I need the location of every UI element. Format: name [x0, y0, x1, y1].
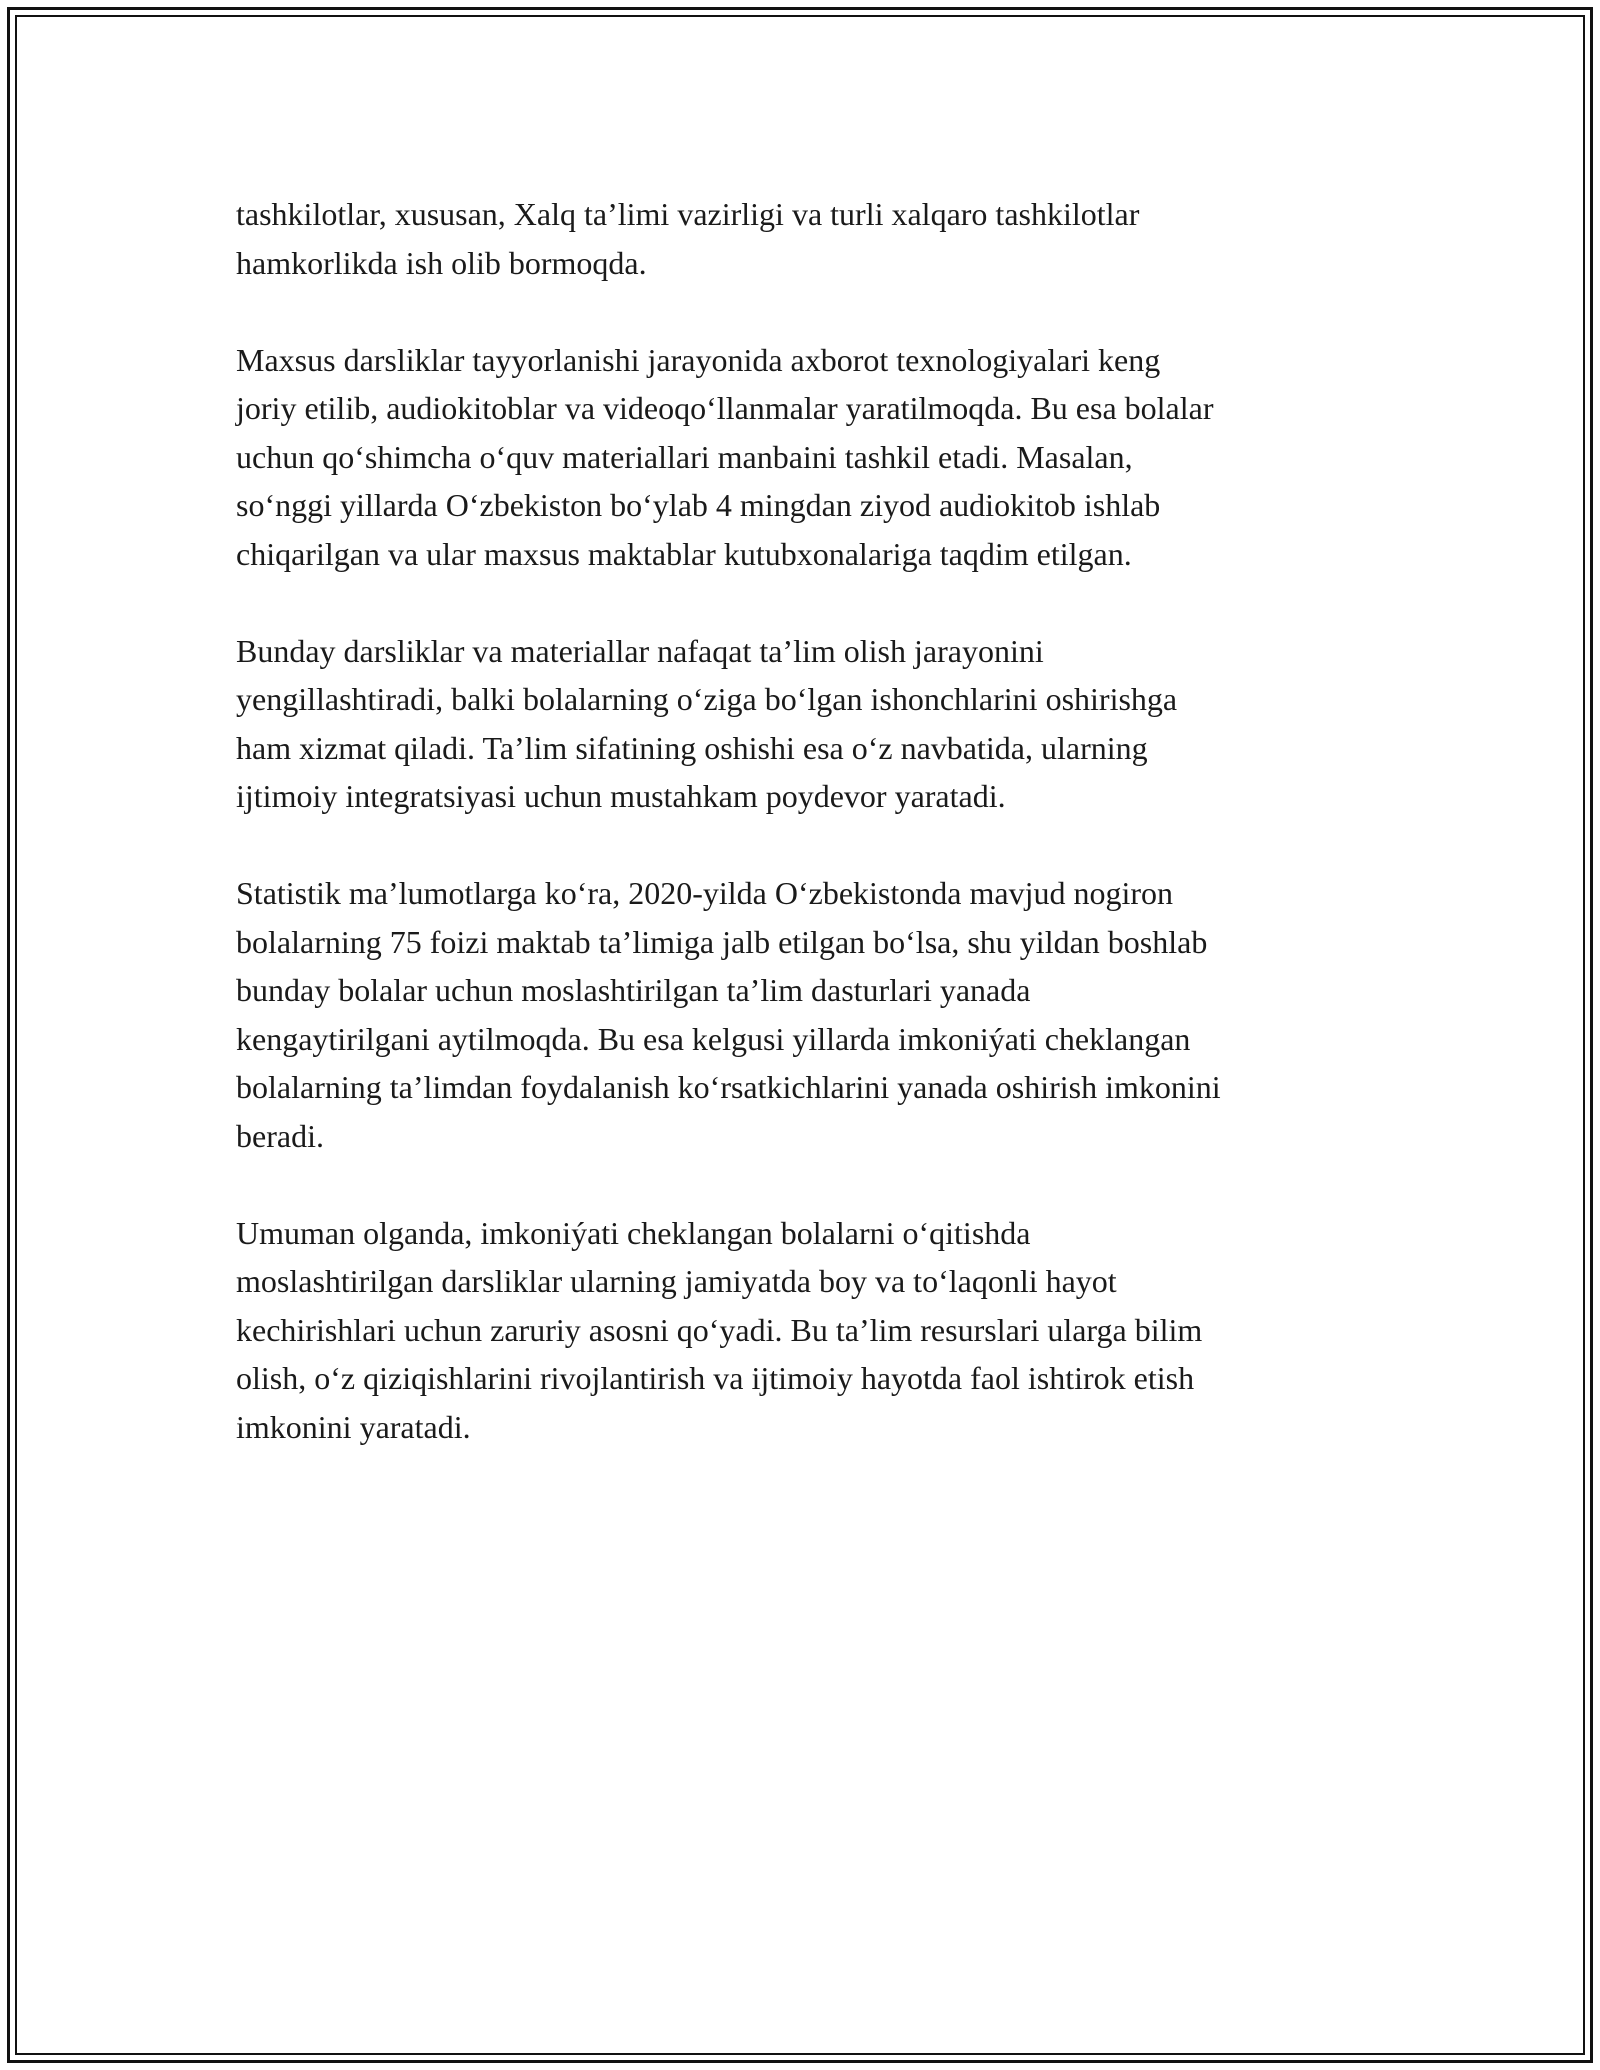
paragraph-3 — [236, 627, 1376, 821]
text-line: Bunday darsliklar va materiallar nafaqat ta’lim olish jarayonini — [236, 632, 1044, 669]
text-line: Maxsus darsliklar tayyorlanishi jarayonida axborot texnologiyalari keng — [236, 341, 1161, 378]
text-line: joriy etilib, audiokitoblar va videoqo‘llanmalar yaratilmoqda. Bu esa bolalar — [236, 390, 1214, 426]
text-line: hamkorlikda ish olib bormoqda. — [236, 244, 647, 281]
text-line: kengaytirilgani aytilmoqda. Bu esa kelgusi yillarda imkoniýati cheklangan — [236, 1020, 1191, 1057]
text-line: tashkilotlar, xususan, Xalq ta’limi vazirligi va turli xalqaro tashkilotlar — [236, 196, 1140, 232]
text-line: beradi. — [236, 1117, 324, 1154]
text-line: bunday bolalar uchun moslashtirilgan ta’lim dasturlari yanada — [236, 972, 1031, 1008]
text-line: Umuman olganda, imkoniýati cheklangan bolalarni o‘qitishda — [236, 1214, 1031, 1251]
paragraph-5 — [236, 1209, 1376, 1452]
text-line: moslashtirilgan darsliklar ularning jamiyatda boy va to‘laqonli hayot — [236, 1263, 1117, 1299]
text-line: ham xizmat qiladi. Ta’lim sifatining oshishi esa o‘z navbatida, ularning — [236, 729, 1148, 766]
text-line: ijtimoiy integratsiyasi uchun mustahkam poydevor yaratadi. — [236, 778, 1006, 814]
text-line: olish, o‘z qiziqishlarini rivojlantirish va ijtimoiy hayotda faol ishtirok etish — [236, 1360, 1195, 1396]
text-line: chiqarilgan va ular maxsus maktablar kutubxonalariga taqdim etilgan. — [236, 535, 1132, 572]
document-body — [236, 190, 1376, 1500]
paragraph-1 — [236, 190, 1376, 287]
paragraph-2 — [236, 336, 1376, 579]
text-line: kechirishlari uchun zaruriy asosni qo‘yadi. Bu ta’lim resurslari ularga bilim — [236, 1311, 1203, 1348]
text-line: uchun qo‘shimcha o‘quv materiallari manbaini tashkil etadi. Masalan, — [236, 438, 1133, 475]
text-line: Statistik ma’lumotlarga ko‘ra, 2020-yilda O‘zbekistonda mavjud nogiron — [236, 875, 1173, 911]
text-line: imkonini yaratadi. — [236, 1408, 471, 1445]
text-line: yengillashtiradi, balki bolalarning o‘ziga bo‘lgan ishonchlarini oshirishga — [236, 681, 1178, 717]
text-line: bolalarning ta’limdan foydalanish ko‘rsatkichlarini yanada oshirish imkonini — [236, 1069, 1221, 1105]
text-line: bolalarning 75 foizi maktab ta’limiga jalb etilgan bo‘lsa, shu yildan boshlab — [236, 923, 1208, 960]
paragraph-4 — [236, 869, 1376, 1160]
text-line: so‘nggi yillarda O‘zbekiston bo‘ylab 4 mingdan ziyod audiokitob ishlab — [236, 487, 1161, 523]
